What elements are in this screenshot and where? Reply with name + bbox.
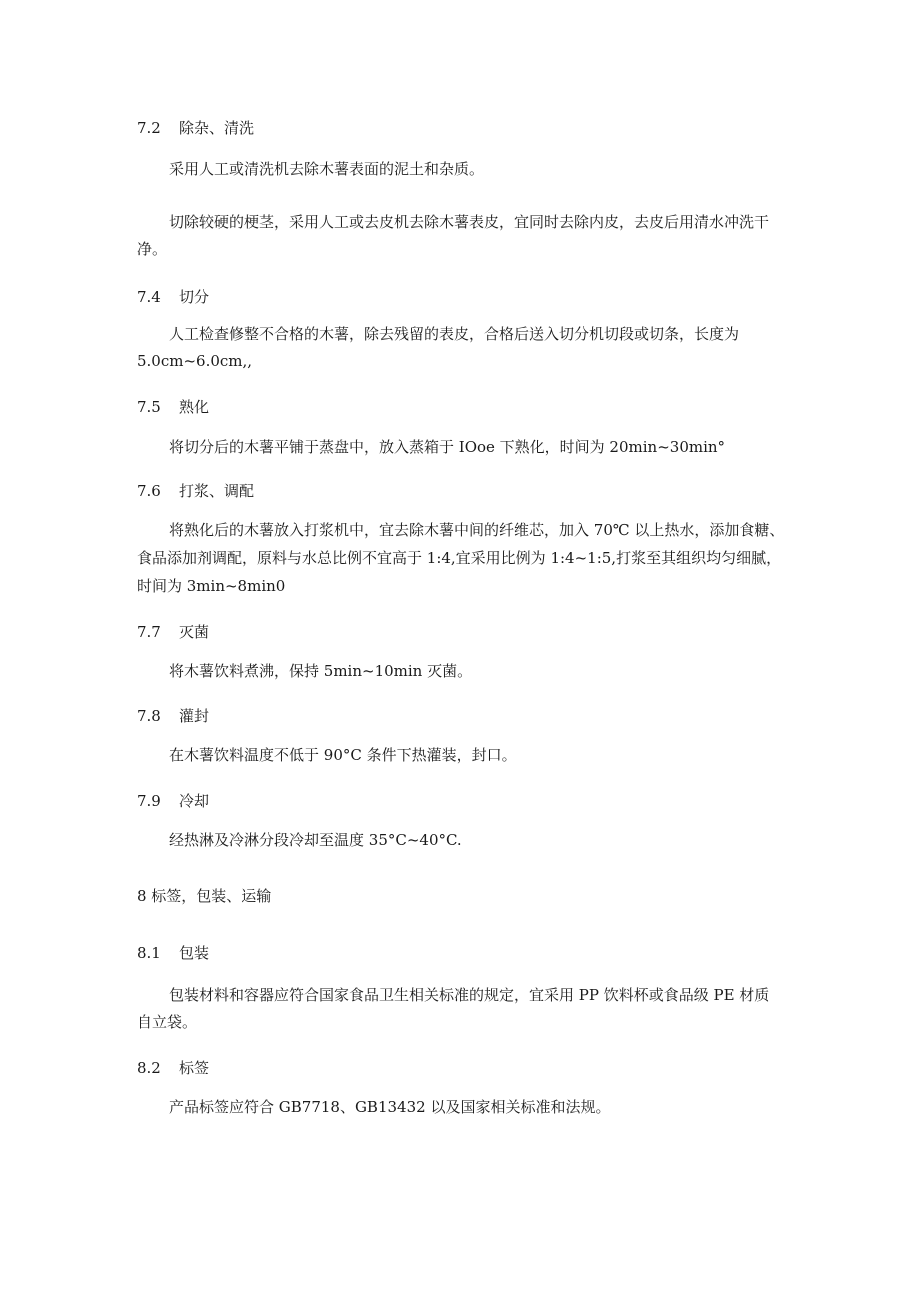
section-number: 7.7 xyxy=(137,623,161,641)
section-heading-8-1 xyxy=(137,943,209,963)
section-title: 除杂、清洗 xyxy=(179,119,255,137)
paragraph-7-7: 将木薯饮料煮沸，保持 5min~10min 灭菌。 xyxy=(169,662,473,680)
section-title: 冷却 xyxy=(179,792,210,810)
paragraph-7-9: 经热淋及冷淋分段冷却至温度 35°C~40°C. xyxy=(169,831,462,849)
paragraph-7-6-line-3: 时间为 3min~8min0 xyxy=(137,577,286,595)
section-heading-7-8 xyxy=(137,706,209,726)
section-number: 7.5 xyxy=(137,398,161,416)
section-number: 8.2 xyxy=(137,1059,161,1077)
section-heading-8-2 xyxy=(137,1058,209,1078)
section-title: 包装 xyxy=(179,944,210,962)
section-heading-7-6 xyxy=(137,481,254,501)
paragraph-8-1-line-2: 自立袋。 xyxy=(137,1013,198,1031)
section-heading-7-2 xyxy=(137,118,254,138)
paragraph-7-8: 在木薯饮料温度不低于 90°C 条件下热灌装，封口。 xyxy=(169,746,517,764)
paragraph-7-2: 采用人工或清洗机去除木薯表面的泥土和杂质。 xyxy=(169,160,485,178)
section-title: 切分 xyxy=(179,288,210,306)
paragraph-7-6-line-1: 将熟化后的木薯放入打浆机中，宜去除木薯中间的纤维芯，加入 70℃ 以上热水，添加食糖、 xyxy=(169,521,785,539)
section-heading-7-9 xyxy=(137,791,209,811)
section-number: 8.1 xyxy=(137,944,161,962)
paragraph-7-3-line-2: 净。 xyxy=(137,240,168,258)
paragraph-7-4-line-1: 人工检查修整不合格的木薯，除去残留的表皮，合格后送入切分机切段或切条，长度为 xyxy=(169,325,740,343)
section-title: 灌封 xyxy=(179,707,210,725)
paragraph-8-2: 产品标签应符合 GB7718、GB13432 以及国家相关标准和法规。 xyxy=(169,1098,611,1116)
section-title: 灭菌 xyxy=(179,623,210,641)
section-number: 7.9 xyxy=(137,792,161,810)
paragraph-7-6-line-2: 食品添加剂调配，原料与水总比例不宜高于 1:4,宜采用比例为 1:4~1:5,打浆至其组织均匀细腻， xyxy=(137,549,782,567)
section-title: 熟化 xyxy=(179,398,210,416)
section-number: 7.6 xyxy=(137,482,161,500)
section-title: 打浆、调配 xyxy=(179,482,255,500)
section-heading-7-5 xyxy=(137,397,209,417)
section-heading-7-4 xyxy=(137,287,209,307)
paragraph-7-3-line-1: 切除较硬的梗茎，采用人工或去皮机去除木薯表皮，宜同时去除内皮，去皮后用清水冲洗干 xyxy=(169,213,770,231)
paragraph-7-5: 将切分后的木薯平铺于蒸盘中，放入蒸箱于 IOoe 下熟化，时间为 20min~30min° xyxy=(169,438,726,456)
section-number: 7.8 xyxy=(137,707,161,725)
chapter-8-heading: 8 标签，包装、运输 xyxy=(137,887,272,905)
section-number: 7.2 xyxy=(137,119,161,137)
section-number: 7.4 xyxy=(137,288,161,306)
paragraph-7-4-line-2: 5.0cm~6.0cm,, xyxy=(137,352,253,370)
section-heading-7-7 xyxy=(137,622,209,642)
section-title: 标签 xyxy=(179,1059,210,1077)
paragraph-8-1-line-1: 包装材料和容器应符合国家食品卫生相关标准的规定，宜采用 PP 饮料杯或食品级 PE 材质 xyxy=(169,986,770,1004)
